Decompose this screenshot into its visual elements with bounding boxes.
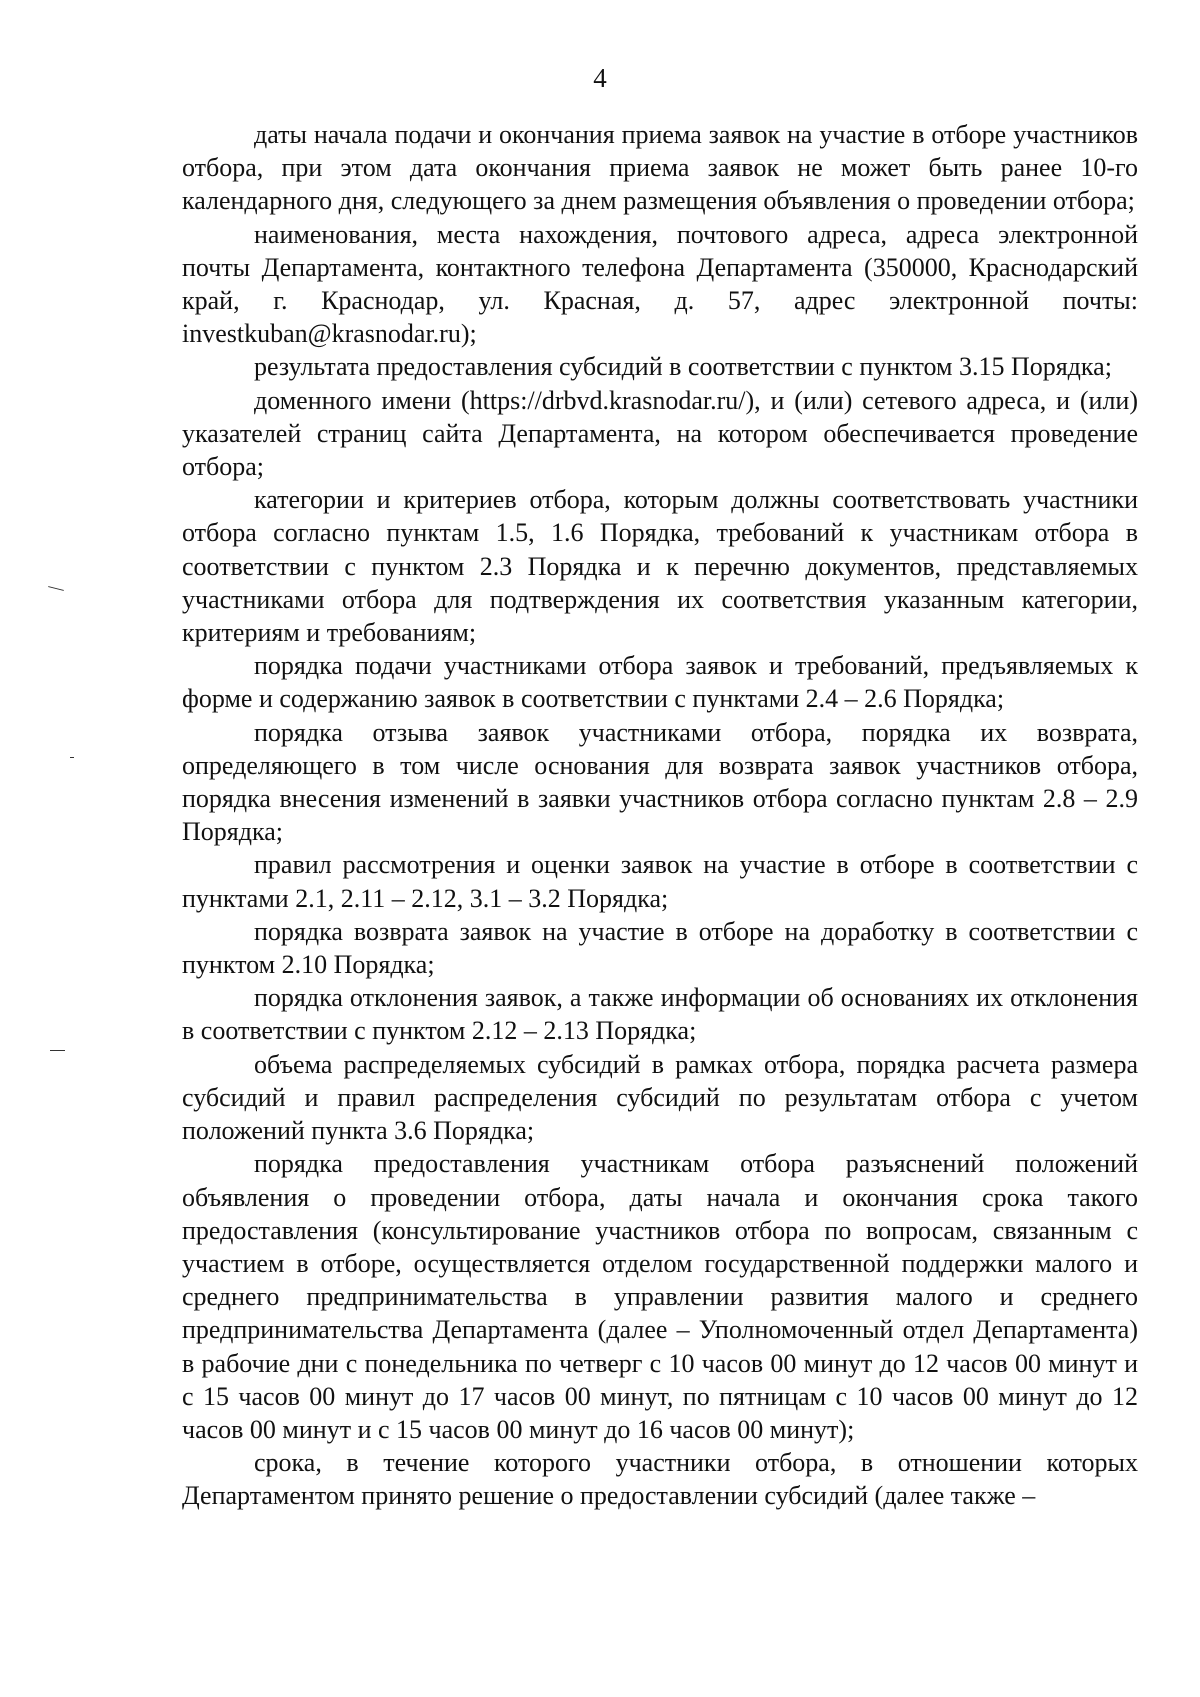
paragraph-return-for-revision: порядка возврата заявок на участие в отборе на доработку в соответствии с пунктом 2.10 Порядка;	[182, 916, 1138, 980]
paragraph-withdrawal-procedure: порядка отзыва заявок участниками отбора, порядка их возврата, определяющего в том числе основания для возврата заявок участников отбора, порядка внесения изменений в заявки участников отбора согласно пунктам 2.8 – 2.9 Порядка;	[182, 717, 1138, 847]
paragraph-categories-criteria: категории и критериев отбора, которым должны соответствовать участники отбора согласно пунктам 1.5, 1.6 Порядка, требований к участникам отбора в соответствии с пунктом 2.3 Порядка и к перечню документов, представляемых участниками отбора для подтверждения их соответствия указанным категории, критериям и требованиям;	[182, 485, 1138, 648]
document-body	[182, 118, 1138, 1513]
paragraph-result: результата предоставления субсидий в соответствии с пунктом 3.15 Порядка;	[254, 352, 1112, 382]
margin-scan-mark	[50, 1050, 65, 1051]
paragraph-domain-name: доменного имени (https://drbvd.krasnodar.ru/), и (или) сетевого адреса, и (или) указателей страниц сайта Департамента, на котором обеспечивается проведение отбора;	[182, 385, 1138, 482]
paragraph-review-rules: правил рассмотрения и оценки заявок на участие в отборе в соответствии с пунктами 2.1, 2.11 – 2.12, 3.1 – 3.2 Порядка;	[182, 850, 1138, 913]
paragraph-rejection: порядка отклонения заявок, а также информации об основаниях их отклонения в соответствии с пунктом 2.12 – 2.13 Порядка;	[182, 983, 1138, 1046]
paragraph-department-contacts: наименования, места нахождения, почтового адреса, адреса электронной почты Департамента, контактного телефона Департамента (350000, Краснодарский край, г. Краснодар, ул. Красная, д. 57, адрес электронной почты: investkuban@krasnodar.ru);	[182, 219, 1138, 349]
page-number: 4	[593, 63, 607, 93]
paragraph-subsidy-volume: объема распределяемых субсидий в рамках отбора, порядка расчета размера субсидий и правил распределения субсидий по результатам отбора с учетом положений пункта 3.6 Порядка;	[182, 1049, 1138, 1146]
margin-scan-mark	[70, 757, 74, 758]
paragraph-clarifications: порядка предоставления участникам отбора разъяснений положений объявления о проведении отбора, даты начала и окончания срока такого предоставления (консультирование участников отбора по вопросам, связанным с участием в отборе, осуществляется отделом государственной поддержки малого и среднего предпринимательства в управлении развития малого и среднего предпринимательства Департамента (далее – Уполномоченный отдел Департамента) в рабочие дни с понедельника по четверг с 10 часов 00 минут до 12 часов 00 минут и с 15 часов 00 минут до 17 часов 00 минут, по пятницам с 10 часов 00 минут до 12 часов 00 минут и с 15 часов 00 минут до 16 часов 00 минут);	[182, 1149, 1138, 1444]
margin-scan-mark	[48, 586, 64, 591]
paragraph-dates: даты начала подачи и окончания приема заявок на участие в отборе участников отбора, при этом дата окончания приема заявок не может быть ранее 10-го календарного дня, следующего за днем размещения объявления о проведении отбора;	[182, 120, 1138, 216]
paragraph-submission-procedure: порядка подачи участниками отбора заявок и требований, предъявляемых к форме и содержанию заявок в соответствии с пунктами 2.4 – 2.6 Порядка;	[182, 651, 1138, 714]
paragraph-term: срока, в течение которого участники отбора, в отношении которых Департаментом принято решение о предоставлении субсидий (далее также –	[182, 1448, 1138, 1511]
